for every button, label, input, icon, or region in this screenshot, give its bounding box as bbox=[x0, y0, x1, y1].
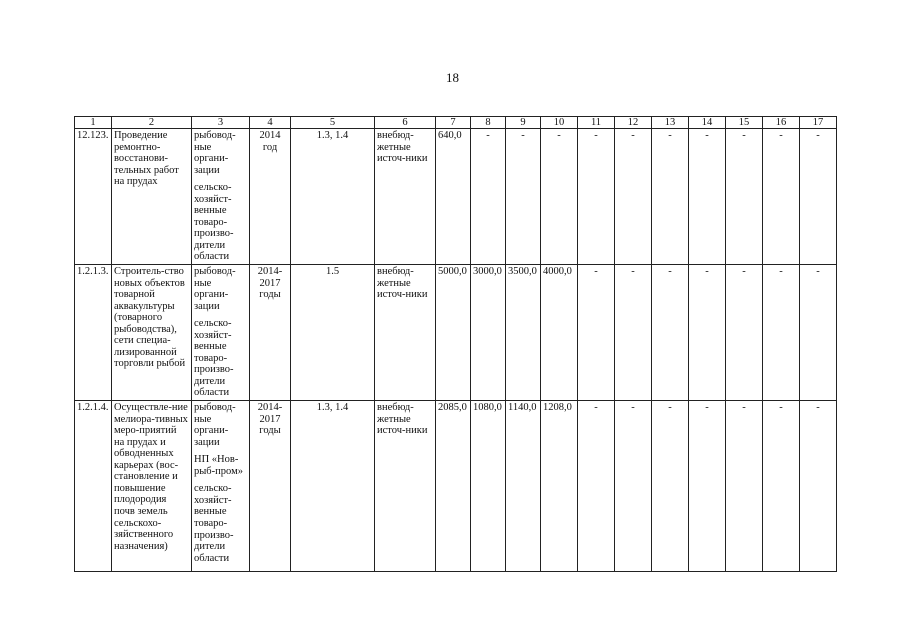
col-header: 16 bbox=[763, 117, 800, 129]
table-row bbox=[75, 129, 837, 265]
executor: сельско-хозяйст-венные товаро-произво-дители области bbox=[194, 483, 234, 564]
col-header: 3 bbox=[192, 117, 250, 129]
funding-source: внебюд-жетные источ-ники bbox=[375, 401, 436, 572]
value-cell: - bbox=[541, 129, 578, 265]
col-header: 15 bbox=[726, 117, 763, 129]
value-cell: 2085,0 bbox=[436, 401, 471, 572]
executor: сельско-хозяйст-венные товаро-произво-дители области bbox=[194, 318, 234, 399]
executors bbox=[192, 129, 250, 265]
value-cell: 4000,0 bbox=[541, 265, 578, 401]
row-number: 12.123. bbox=[75, 129, 112, 265]
col-header: 11 bbox=[578, 117, 615, 129]
col-header: 2 bbox=[112, 117, 192, 129]
page-number: 18 bbox=[446, 70, 459, 85]
measure-name: Осуществле-ние мелиора-тивных меро-приятий на прудах и обводненных карьерах (вос-становление и повышение плодородия почв земель сельскохо-зяйственного назначения) bbox=[112, 401, 192, 572]
tasks: 1.3, 1.4 bbox=[291, 129, 375, 265]
program-table bbox=[74, 116, 837, 572]
executor: сельско-хозяйст-венные товаро-произво-дители области bbox=[194, 182, 234, 263]
value-cell: - bbox=[726, 265, 763, 401]
measure-name: Проведение ремонтно-восстанови-тельных работ на прудах bbox=[112, 129, 192, 265]
value-cell: - bbox=[652, 265, 689, 401]
row-number: 1.2.1.4. bbox=[75, 401, 112, 572]
tasks: 1.3, 1.4 bbox=[291, 401, 375, 572]
executor: рыбовод-ные органи-зации bbox=[194, 266, 236, 312]
value-cell: - bbox=[800, 401, 837, 572]
col-header: 17 bbox=[800, 117, 837, 129]
tasks: 1.5 bbox=[291, 265, 375, 401]
executors bbox=[192, 401, 250, 572]
row-number: 1.2.1.3. bbox=[75, 265, 112, 401]
period: 2014 год bbox=[250, 129, 291, 265]
value-cell: - bbox=[615, 265, 652, 401]
executor: рыбовод-ные органи-зации bbox=[194, 130, 236, 176]
executor: НП «Нов-рыб-пром» bbox=[194, 454, 243, 477]
value-cell: 1140,0 bbox=[506, 401, 541, 572]
value-cell: - bbox=[689, 401, 726, 572]
value-cell: 3500,0 bbox=[506, 265, 541, 401]
value-cell: - bbox=[471, 129, 506, 265]
value-cell: - bbox=[578, 401, 615, 572]
value-cell: 1208,0 bbox=[541, 401, 578, 572]
funding-source: внебюд-жетные источ-ники bbox=[375, 265, 436, 401]
col-header: 14 bbox=[689, 117, 726, 129]
value-cell: 640,0 bbox=[436, 129, 471, 265]
value-cell: - bbox=[689, 265, 726, 401]
value-cell: - bbox=[652, 129, 689, 265]
executor: рыбовод-ные органи-зации bbox=[194, 402, 236, 448]
value-cell: 5000,0 bbox=[436, 265, 471, 401]
col-header: 4 bbox=[250, 117, 291, 129]
period: 2014-2017 годы bbox=[250, 401, 291, 572]
value-cell: - bbox=[615, 129, 652, 265]
funding-source: внебюд-жетные источ-ники bbox=[375, 129, 436, 265]
value-cell: - bbox=[689, 129, 726, 265]
value-cell: - bbox=[763, 401, 800, 572]
value-cell: - bbox=[615, 401, 652, 572]
col-header: 9 bbox=[506, 117, 541, 129]
value-cell: 3000,0 bbox=[471, 265, 506, 401]
value-cell: - bbox=[578, 265, 615, 401]
value-cell: - bbox=[652, 401, 689, 572]
value-cell: - bbox=[763, 265, 800, 401]
value-cell: - bbox=[578, 129, 615, 265]
col-header: 12 bbox=[615, 117, 652, 129]
value-cell: - bbox=[800, 265, 837, 401]
value-cell: - bbox=[800, 129, 837, 265]
table-row bbox=[75, 265, 837, 401]
value-cell: - bbox=[726, 401, 763, 572]
executors bbox=[192, 265, 250, 401]
col-header: 6 bbox=[375, 117, 436, 129]
col-header: 10 bbox=[541, 117, 578, 129]
value-cell: - bbox=[506, 129, 541, 265]
value-cell: - bbox=[763, 129, 800, 265]
value-cell: - bbox=[726, 129, 763, 265]
measure-name: Строитель-ство новых объектов товарной аквакультуры (товарного рыбоводства), сети специа-лизированной торговли рыбой bbox=[112, 265, 192, 401]
col-header: 8 bbox=[471, 117, 506, 129]
col-header: 7 bbox=[436, 117, 471, 129]
value-cell: 1080,0 bbox=[471, 401, 506, 572]
col-header: 13 bbox=[652, 117, 689, 129]
period: 2014-2017 годы bbox=[250, 265, 291, 401]
col-header: 5 bbox=[291, 117, 375, 129]
header-row bbox=[75, 117, 837, 129]
table-row bbox=[75, 401, 837, 572]
col-header: 1 bbox=[75, 117, 112, 129]
